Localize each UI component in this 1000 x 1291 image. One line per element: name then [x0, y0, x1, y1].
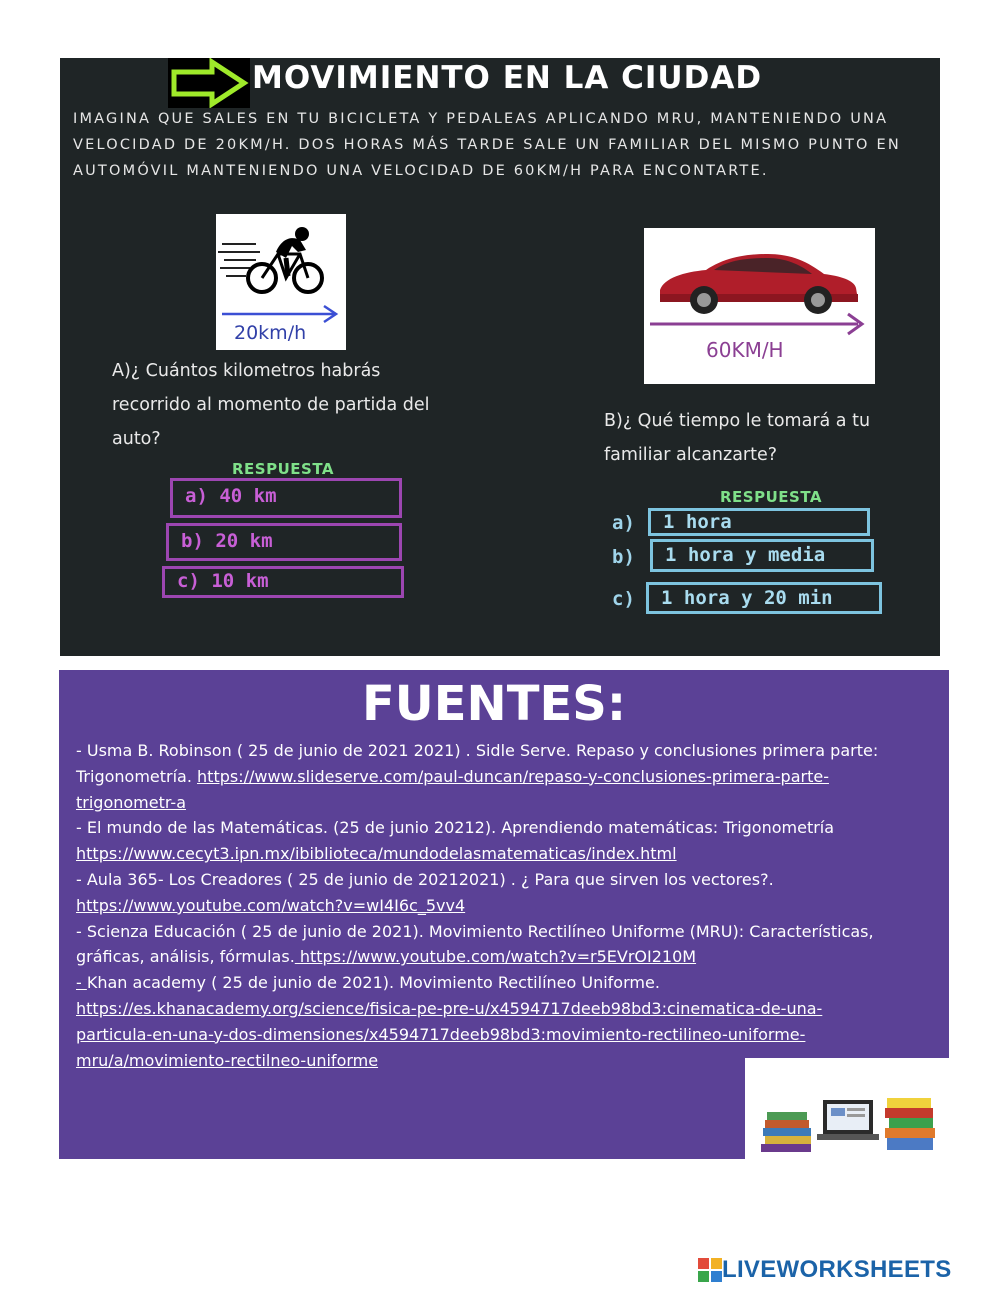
- books-laptop-image: [745, 1058, 949, 1159]
- answer-a-option-2[interactable]: b) 20 km: [166, 523, 402, 561]
- worksheet-title: MOVIMIENTO EN LA CIUDAD: [252, 60, 763, 96]
- problem-statement: IMAGINA QUE SALES EN TU BICICLETA Y PEDALEAS APLICANDO MRU, MANTENIENDO UNA VELOCIDAD DE 20KM/H. DOS HORAS MÁS TARDE SALE UN FAMILIAR DEL MISMO PUNTO EN AUTOMÓVIL MANTENIENDO UNA VELOCIDAD DE 60KM/H PARA ENCONTARTE.: [73, 111, 901, 179]
- source-text: - Aula 365- Los Creadores ( 25 de junio de 20212021) . ¿ Para que sirven los vectores?.: [76, 869, 774, 889]
- source-item: [76, 867, 896, 919]
- source-link[interactable]: https://www.cecyt3.ipn.mx/ibiblioteca/mundodelasmatematicas/index.html: [76, 844, 677, 864]
- sources-panel: [59, 670, 949, 1159]
- answer-b-letter-3: c): [612, 588, 635, 610]
- question-a: A)¿ Cuántos kilometros habrás recorrido al momento de partida del auto?: [112, 361, 430, 449]
- sources-list: [76, 738, 896, 1073]
- source-text: - El mundo de las Matemáticas. (25 de junio 20212). Aprendiendo matemáticas: Trigonometría: [76, 818, 835, 838]
- answer-a-option-1[interactable]: a) 40 km: [170, 478, 402, 518]
- source-text: - Scienza Educación ( 25 de junio de 2021). Movimiento Rectilíneo Uniforme (MRU): Características, gráficas, análisis, fórmulas.: [76, 921, 874, 967]
- source-text: - Usma B. Robinson ( 25 de junio de 2021 2021) . Sidle Serve. Repaso y conclusiones primera parte: Trigonometría.: [76, 741, 879, 786]
- bicycle-image: [216, 214, 346, 350]
- car-image: [644, 228, 875, 384]
- sources-title: FUENTES:: [361, 676, 627, 732]
- source-link[interactable]: https://www.slideserve.com/paul-duncan/repaso-y-conclusiones-primera-parte-trigonometr-a: [76, 766, 829, 812]
- source-prefix: -: [76, 973, 87, 993]
- source-link[interactable]: https://www.youtube.com/watch?v=r5EVrOI210M: [294, 947, 697, 967]
- liveworksheets-logo: [698, 1255, 952, 1285]
- answer-a-option-3[interactable]: c) 10 km: [162, 566, 404, 598]
- answer-b-option-1[interactable]: 1 hora: [648, 508, 870, 536]
- answer-b-option-2[interactable]: 1 hora y media: [650, 539, 874, 572]
- logo-text: LIVEWORKSHEETS: [722, 1256, 952, 1283]
- answer-b-letter-2: b): [612, 546, 635, 568]
- car-speed-label: 60KM/H: [706, 338, 784, 362]
- source-item: [76, 919, 896, 971]
- respuesta-label-b: RESPUESTA: [720, 488, 822, 506]
- books-icon: [745, 1058, 949, 1159]
- source-item: [76, 738, 896, 815]
- respuesta-label-a: RESPUESTA: [232, 460, 334, 478]
- source-item: [76, 815, 896, 867]
- source-link[interactable]: https://es.khanacademy.org/science/fisica-pe-pre-u/x4594717deeb98bd3:cinematica-de-una-particula-en-una-y-dos-dimensiones/x4594717deeb98bd3:movimiento-rectilineo-uniforme-mru/a/movimiento-rectilneo-uniforme: [76, 998, 823, 1070]
- logo-blocks-icon: [698, 1258, 722, 1282]
- source-text: Khan academy ( 25 de junio de 2021). Movimiento Rectilíneo Uniforme.: [86, 973, 660, 993]
- answer-b-option-3[interactable]: 1 hora y 20 min: [646, 582, 882, 614]
- source-link[interactable]: https://www.youtube.com/watch?v=wI4I6c_5vv4: [76, 895, 466, 915]
- worksheet-panel: [60, 58, 940, 656]
- question-b: B)¿ Qué tiempo le tomará a tu familiar alcanzarte?: [604, 411, 871, 465]
- bike-speed-label: 20km/h: [234, 322, 307, 344]
- arrow-icon: [168, 58, 250, 108]
- answer-b-letter-1: a): [612, 512, 635, 534]
